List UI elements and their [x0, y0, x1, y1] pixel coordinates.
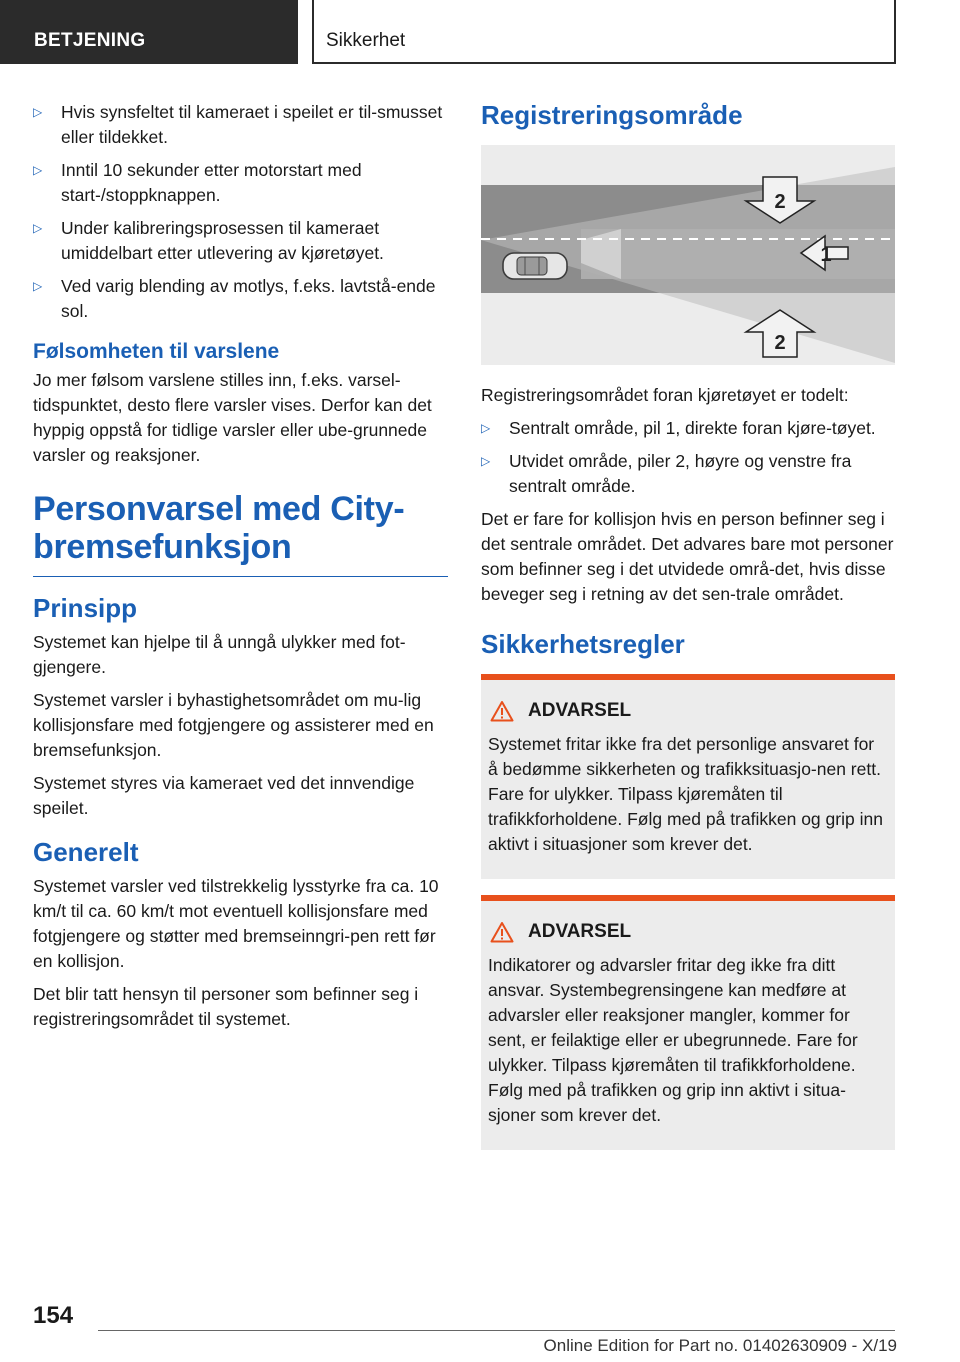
list-item: ▷ Under kalibreringsprosessen til kameraet umiddelbart etter utlevering av kjøretøyet.: [33, 218, 384, 263]
svg-text:2: 2: [774, 191, 786, 213]
list-item: ▷ Sentralt område, pil 1, direkte foran kjøre-tøyet.: [481, 416, 895, 441]
header-chapter-label: Sikkerhet: [326, 30, 406, 51]
svg-text:1: 1: [820, 244, 832, 266]
warning-triangle-icon: [490, 700, 514, 722]
detection-intro: Registreringsområdet foran kjøretøyet er todelt:: [481, 385, 849, 405]
list-item: ▷ Inntil 10 sekunder etter motorstart med start-/stoppknappen.: [33, 160, 362, 205]
footer-edition: Online Edition for Part no. 01402630909 - X/19: [543, 1336, 897, 1355]
warning-text: Indikatorer og advarsler fritar deg ikke fra ditt ansvar. Systembegrensingene kan medføre at advarsler eller reaksjoner mangler, kommer for sent, er feilaktige eller er ubegrunnede. Fare for ulykker. Tilpass kjøremåten til trafikkforholdene. Følg med på trafikken og grip inn aktivt i situa-sjoner som krever det.: [488, 955, 858, 1125]
safety-heading: Sikkerhetsregler: [481, 629, 685, 659]
right-column: [481, 100, 895, 1150]
principle-heading: Prinsipp: [33, 593, 138, 623]
warning-box: [481, 674, 895, 879]
header-section-label: BETJENING: [34, 30, 146, 51]
triangle-bullet-icon: ▷: [33, 279, 43, 293]
list-item: ▷ Utvidet område, piler 2, høyre og venstre fra sentralt område.: [481, 451, 852, 496]
principle-paragraph: Systemet kan hjelpe til å unngå ulykker med fot-gjengere.: [33, 632, 406, 677]
list-item: ▷ Hvis synsfeltet til kameraet i speilet er til-smusset eller tildekket.: [33, 102, 443, 147]
detection-area-diagram: [481, 145, 895, 365]
detection-area-figure: [481, 145, 895, 365]
header-chapter-tab: [312, 0, 896, 64]
sensitivity-text: Jo mer følsom varslene stilles inn, f.eks. varsel-tidspunktet, desto flere varsler vises. Derfor kan det hyppig oppstå for tidlige varsler eller ube-grunnede varsler og reaksjoner.: [33, 370, 432, 465]
footer-divider: [98, 1330, 895, 1331]
warning-triangle-icon: [490, 921, 514, 943]
main-heading: Personvarsel med City-bremsefunksjon: [33, 490, 448, 577]
general-heading: Generelt: [33, 837, 139, 867]
left-column: [33, 100, 448, 1040]
header-section-tab: [0, 0, 298, 64]
page-number: 154: [33, 1302, 74, 1329]
svg-text:2: 2: [774, 332, 786, 354]
sensitivity-heading: Følsomheten til varslene: [33, 340, 280, 363]
triangle-bullet-icon: ▷: [481, 421, 491, 435]
detection-heading: Registreringsområde: [481, 100, 743, 130]
warning-text: Systemet fritar ikke fra det personlige ansvaret for å bedømme sikkerheten og trafikksituasjo-nen rett. Fare for ulykker. Tilpass kjøremåten til trafikkforholdene. Følg med på trafikken og grip inn aktivt i situasjoner som krever det.: [488, 734, 883, 854]
car-icon: [503, 253, 567, 279]
warning-box: [481, 895, 895, 1150]
triangle-bullet-icon: ▷: [481, 454, 491, 468]
principle-paragraph: Systemet styres via kameraet ved det innvendige speilet.: [33, 773, 415, 818]
triangle-bullet-icon: ▷: [33, 163, 43, 177]
general-paragraph: Systemet varsler ved tilstrekkelig lysstyrke fra ca. 10 km/t til ca. 60 km/t mot eventuell kollisjonsfare med fotgjengere og støtter med bremseinngri-pen rett før en kollisjon.: [33, 876, 439, 971]
warning-title: ADVARSEL: [488, 921, 887, 943]
detection-text: Det er fare for kollisjon hvis en person befinner seg i det sentrale området. Det advares bare mot personer som befinner seg i det utvidede områ-det, hvis disse beveger seg i retning av det sen-trale området.: [481, 509, 894, 604]
triangle-bullet-icon: ▷: [33, 105, 43, 119]
list-item: ▷ Ved varig blending av motlys, f.eks. lavtstå-ende sol.: [33, 276, 436, 321]
triangle-bullet-icon: ▷: [33, 221, 43, 235]
general-paragraph: Det blir tatt hensyn til personer som befinner seg i registreringsområdet til systemet.: [33, 984, 419, 1029]
principle-paragraph: Systemet varsler i byhastighetsområdet om mu-lig kollisjonsfare med fotgjengere og assisterer med en bremsefunksjon.: [33, 690, 434, 760]
warning-title: ADVARSEL: [488, 700, 887, 722]
